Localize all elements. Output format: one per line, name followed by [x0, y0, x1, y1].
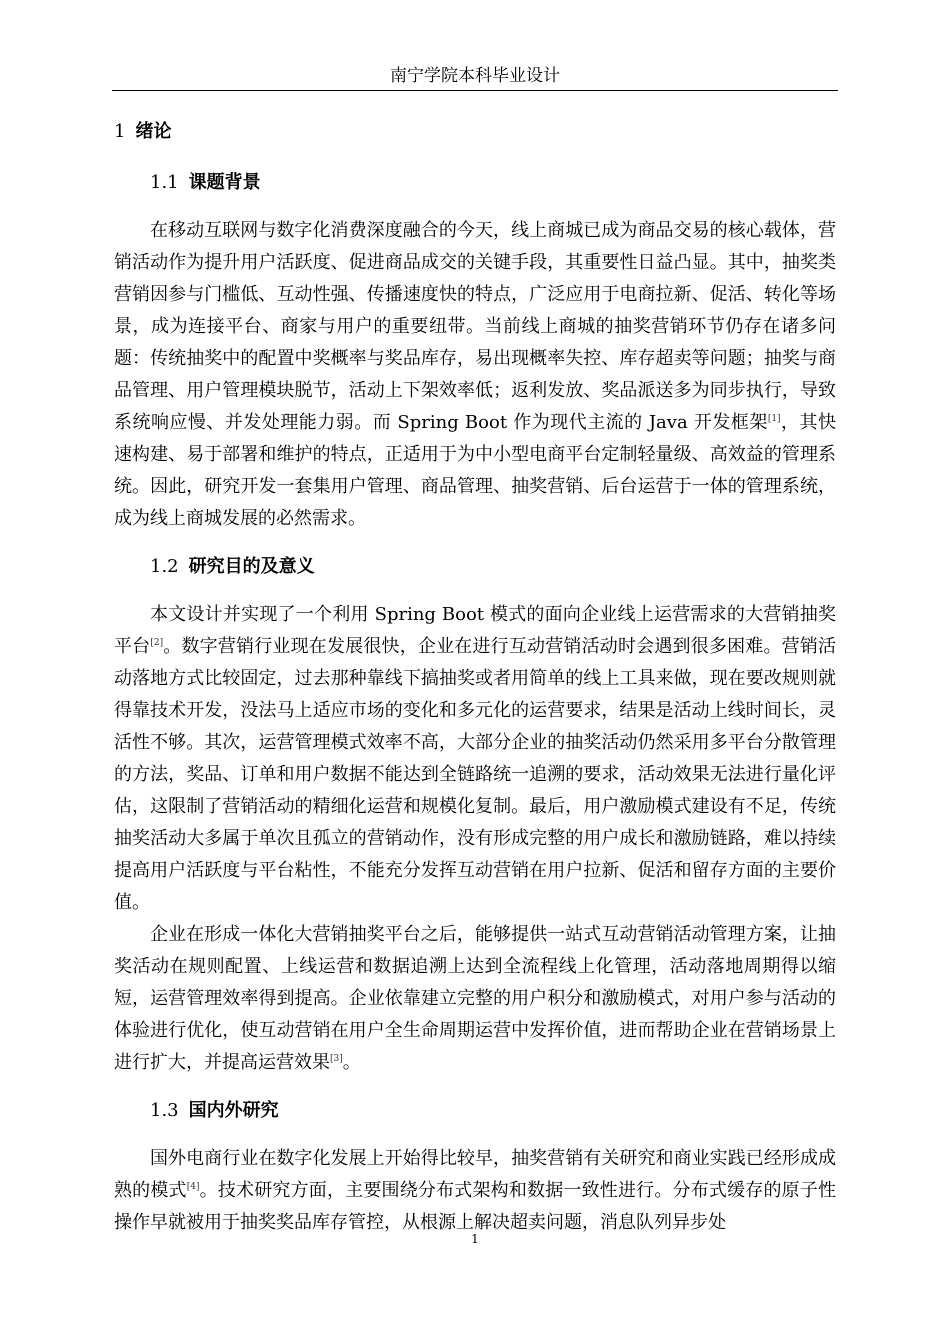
- section-title: 国内外研究: [188, 1100, 279, 1121]
- citation: [2]: [150, 638, 164, 648]
- page-number: 1: [471, 1232, 479, 1246]
- chapter-number: 1: [114, 121, 126, 142]
- section-heading: [114, 549, 836, 585]
- section-number: 1.3: [150, 1100, 179, 1121]
- document-body: [114, 114, 836, 1239]
- section-title: 研究目的及意义: [188, 556, 315, 577]
- paragraph: 国外电商行业在数字化发展上开始得比较早，抽奖营销有关研究和商业实践已经形成成熟的模式[4]。技术研究方面，主要围绕分布式架构和数据一致性进行。分布式缓存的原子性操作早就被用于抽奖奖品库存管控，从根源上解决超卖问题，消息队列异步处: [114, 1148, 837, 1233]
- section-heading: [114, 165, 836, 201]
- chapter-heading: [114, 114, 836, 150]
- page-header: 南宁学院本科毕业设计: [112, 62, 838, 91]
- citation: [1]: [767, 414, 781, 424]
- paragraph: 在移动互联网与数字化消费深度融合的今天，线上商城已成为商品交易的核心载体，营销活动作为提升用户活跃度、促进商品成交的关键手段，其重要性日益凸显。其中，抽奖类营销因参与门槛低、互动性强、传播速度快的特点，广泛应用于电商拉新、促活、转化等场景，成为连接平台、商家与用户的重要纽带。当前线上商城的抽奖营销环节仍存在诸多问题：传统抽奖中的配置中奖概率与奖品库存，易出现概率失控、库存超卖等问题；抽奖与商品管理、用户管理模块脱节，活动上下架效率低；返利发放、奖品派送多为同步执行，导致系统响应慢、并发处理能力弱。而 Spring Boot 作为现代主流的 Java 开发框架[1]，其快速构建、易于部署和维护的特点，正适用于为中小型电商平台定制轻量级、高效益的管理系统。因此，研究开发一套集用户管理、商品管理、抽奖营销、后台运营于一体的管理系统，成为线上商城发展的必然需求。: [114, 220, 837, 529]
- paragraph: 企业在形成一体化大营销抽奖平台之后，能够提供一站式互动营销活动管理方案，让抽奖活动在规则配置、上线运营和数据追溯上达到全流程线上化管理，活动落地周期得以缩短，运营管理效率得到提高。企业依靠建立完整的用户积分和激励模式，对用户参与活动的体验进行优化，使互动营销在用户全生命周期运营中发挥价值，进而帮助企业在营销场景上进行扩大，并提高运营效果[3]。: [114, 924, 836, 1073]
- chapter-title: 绪论: [135, 121, 172, 142]
- citation: [4]: [186, 1182, 200, 1192]
- paragraph: 本文设计并实现了一个利用 Spring Boot 模式的面向企业线上运营需求的大营销抽奖平台[2]。数字营销行业现在发展很快，企业在进行互动营销活动时会遇到很多困难。营销活动落地方式比较固定，过去那种靠线下搞抽奖或者用简单的线上工具来做，现在要改规则就得靠技术开发，没法马上适应市场的变化和多元化的运营要求，结果是活动上线时间长，灵活性不够。其次，运营管理模式效率不高，大部分企业的抽奖活动仍然采用多平台分散管理的方法，奖品、订单和用户数据不能达到全链路统一追溯的要求，活动效果无法进行量化评估，这限制了营销活动的精细化运营和规模化复制。最后，用户激励模式建设有不足，传统抽奖活动大多属于单次且孤立的营销动作，没有形成完整的用户成长和激励链路，难以持续提高用户活跃度与平台粘性，不能充分发挥互动营销在用户拉新、促活和留存方面的主要价值。: [114, 604, 836, 913]
- section-heading: [114, 1093, 836, 1129]
- section-title: 课题背景: [188, 172, 261, 193]
- citation: [3]: [330, 1054, 343, 1064]
- section-number: 1.1: [150, 172, 179, 193]
- section-number: 1.2: [150, 556, 179, 577]
